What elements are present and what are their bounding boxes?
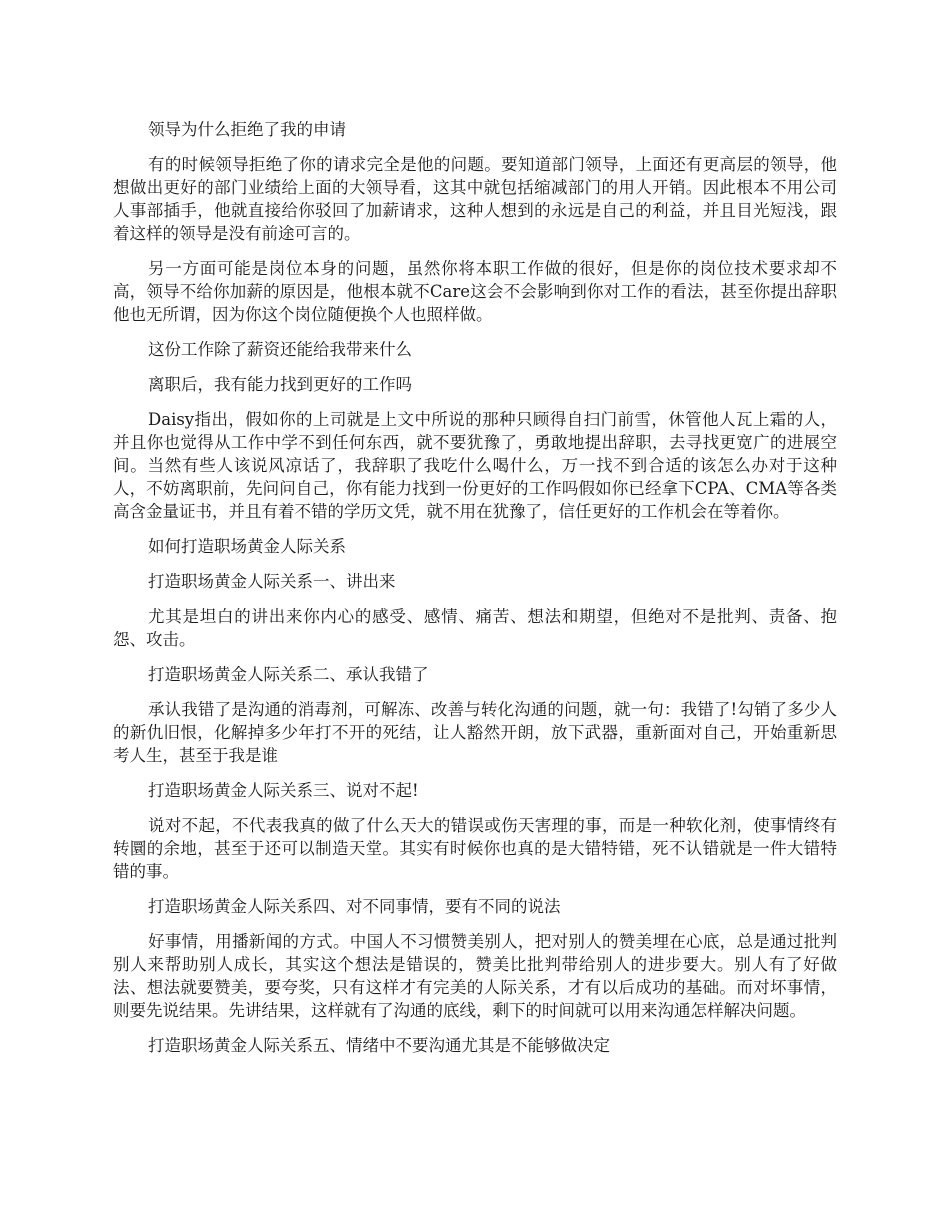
- paragraph: 承认我错了是沟通的消毒剂，可解冻、改善与转化沟通的问题，就一句：我错了!勾销了多少人的新仇旧恨，化解掉多少年打不开的死结，让人豁然开朗，放下武器，重新面对自己，开始重新思考人生，甚至于我是谁: [113, 700, 837, 765]
- section-heading: 打造职场黄金人际关系五、情绪中不要沟通尤其是不能够做决定: [148, 1036, 610, 1055]
- section-heading: 如何打造职场黄金人际关系: [148, 537, 346, 556]
- section-heading: 离职后，我有能力找到更好的工作吗: [148, 375, 412, 394]
- paragraph: 说对不起，不代表我真的做了什么天大的错误或伤天害理的事，而是一种软化剂，使事情终有转圜的余地，甚至于还可以制造天堂。其实有时候你也真的是大错特错，死不认错就是一件大错特错的事。: [113, 816, 837, 881]
- document-page: [113, 118, 837, 1069]
- paragraph: 好事情，用播新闻的方式。中国人不习惯赞美别人，把对别人的赞美埋在心底，总是通过批判别人来帮助别人成长，其实这个想法是错误的，赞美比批判带给别人的进步要大。别人有了好做法、想法就要赞美，要夸奖，只有这样才有完美的人际关系，才有以后成功的基础。而对坏事情，则要先说结果。先讲结果，这样就有了沟通的底线，剩下的时间就可以用来沟通怎样解决问题。: [113, 932, 837, 1020]
- paragraph: 另一方面可能是岗位本身的问题，虽然你将本职工作做的很好，但是你的岗位技术要求却不高，领导不给你加薪的原因是，他根本就不Care这会不会影响到你对工作的看法，甚至你提出辞职他也无所谓，因为你这个岗位随便换个人也照样做。: [113, 259, 837, 324]
- paragraph: Daisy指出，假如你的上司就是上文中所说的那种只顾得自扫门前雪，休管他人瓦上霜的人，并且你也觉得从工作中学不到任何东西，就不要犹豫了，勇敢地提出辞职，去寻找更宽广的进展空间。当然有些人该说风凉话了，我辞职了我吃什么喝什么，万一找不到合适的该怎么办对于这种人，不妨离职前，先问问自己，你有能力找到一份更好的工作吗假如你已经拿下CPA、CMA等各类高含金量证书，并且有着不错的学历文凭，就不用在犹豫了，信任更好的工作机会在等着你。: [113, 410, 837, 521]
- section-heading: 打造职场黄金人际关系二、承认我错了: [148, 665, 429, 684]
- section-heading: 打造职场黄金人际关系三、说对不起!: [148, 781, 419, 800]
- section-heading: 这份工作除了薪资还能给我带来什么: [148, 340, 412, 359]
- section-heading: 领导为什么拒绝了我的申请: [148, 120, 346, 139]
- section-heading: 打造职场黄金人际关系四、对不同事情，要有不同的说法: [148, 897, 561, 916]
- section-heading: 打造职场黄金人际关系一、讲出来: [148, 572, 396, 591]
- paragraph: 尤其是坦白的讲出来你内心的感受、感情、痛苦、想法和期望，但绝对不是批判、责备、抱怨、攻击。: [113, 607, 837, 649]
- paragraph: 有的时候领导拒绝了你的请求完全是他的问题。要知道部门领导，上面还有更高层的领导，他想做出更好的部门业绩给上面的大领导看，这其中就包括缩减部门的用人开销。因此根本不用公司人事部插手，他就直接给你驳回了加薪请求，这种人想到的永远是自己的利益，并且目光短浅，跟着这样的领导是没有前途可言的。: [113, 155, 837, 243]
